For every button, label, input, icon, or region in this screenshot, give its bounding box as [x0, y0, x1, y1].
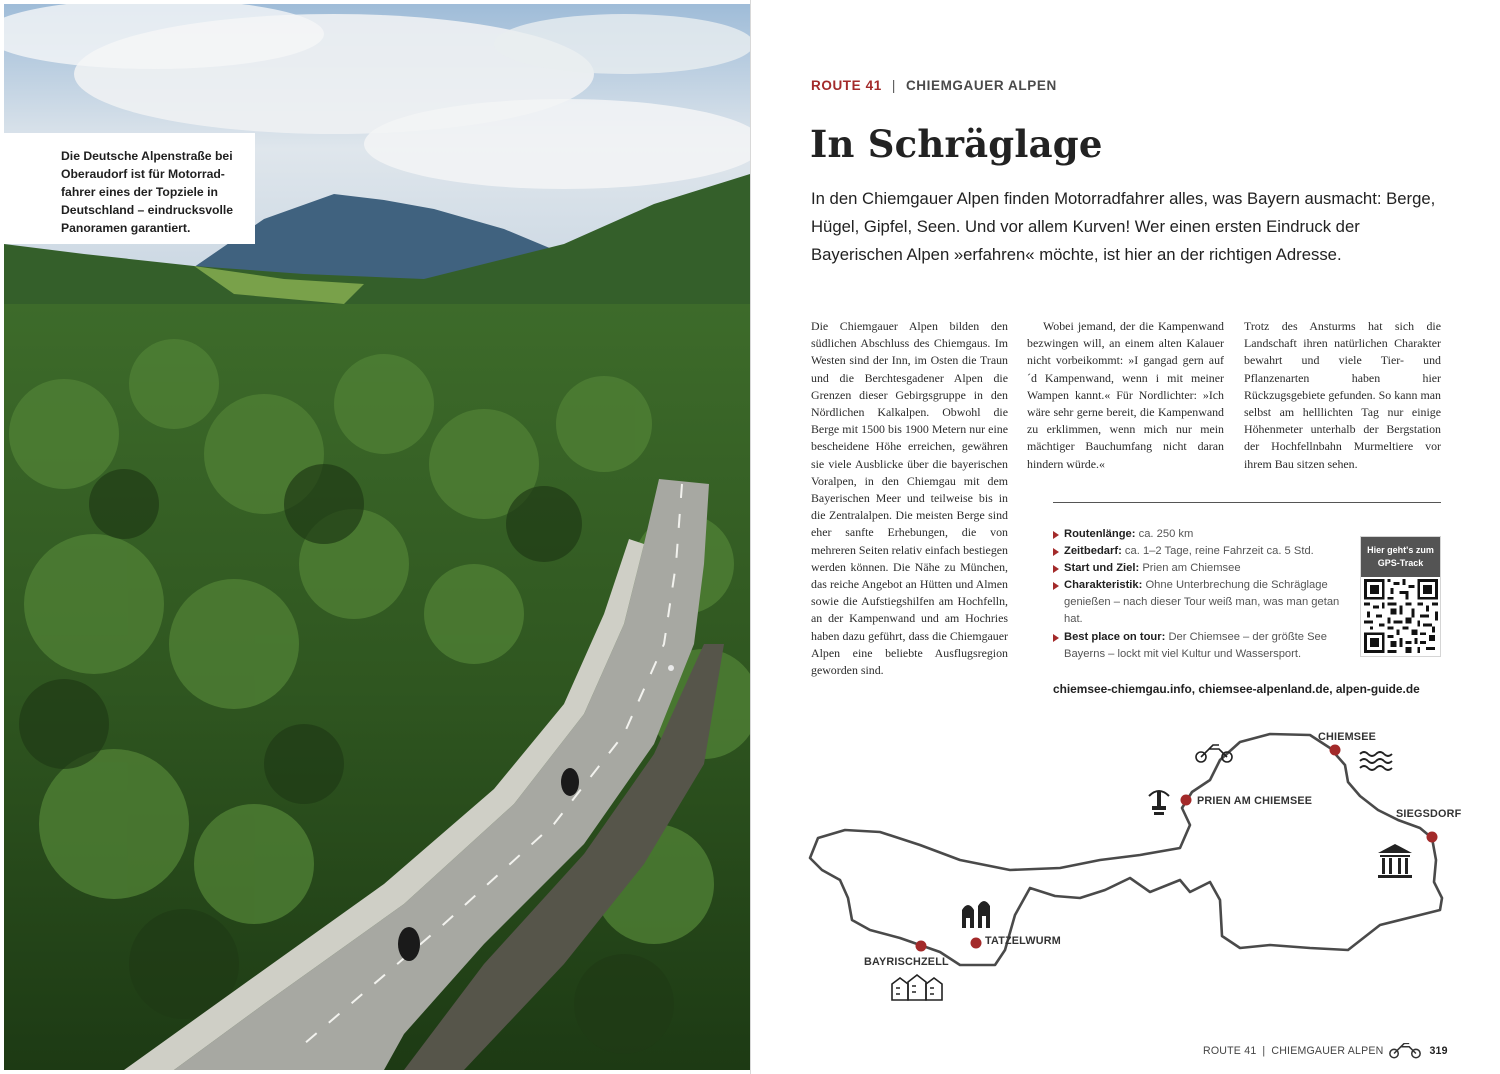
- page-gutter: [750, 0, 751, 1074]
- route-kicker: [811, 78, 1057, 93]
- route-map-outline: [800, 720, 1460, 1020]
- page-title: In Schräglage: [810, 122, 1103, 166]
- fact-item: Charakteristik: Ohne Unterbrechung die Schräglage genießen – nach dieser Tour weiß man, was man getan hat.: [1053, 577, 1353, 628]
- route-line: [810, 734, 1442, 965]
- fact-item: Zeitbedarf: ca. 1–2 Tage, reine Fahrzeit ca. 5 Std.: [1053, 543, 1353, 560]
- fact-item: Best place on tour: Der Chiemsee – der größte See Bayerns – lockt mit viel Kultur und Wassersport.: [1053, 629, 1353, 663]
- region-name: CHIEMGAUER ALPEN: [905, 78, 1057, 93]
- fact-item: Start und Ziel: Prien am Chiemsee: [1053, 560, 1353, 577]
- info-divider: [1053, 502, 1441, 503]
- footer-route: ROUTE 41: [1203, 1045, 1257, 1057]
- route-facts: [1053, 526, 1353, 663]
- footer-region: CHIEMGAUER ALPEN: [1271, 1045, 1384, 1057]
- marker-siegsdorf: [1427, 832, 1438, 843]
- qr-code-icon: [1364, 579, 1438, 653]
- label-chiemsee: CHIEMSEE: [1318, 731, 1376, 743]
- marker-tatzelwurm: [971, 938, 982, 949]
- page-number: 319: [1429, 1045, 1448, 1057]
- museum-icon: [1378, 844, 1412, 878]
- route-number: ROUTE 41: [811, 78, 882, 93]
- marker-bayrischzell: [916, 941, 927, 952]
- kicker-separator: |: [891, 78, 896, 93]
- label-siegsdorf: SIEGSDORF: [1396, 808, 1462, 820]
- fountain-icon: [1149, 791, 1169, 815]
- photo-caption: Die Deutsche Alpenstraße bei Oberaudorf ist für Motorrad-fahrer eines der Topziele in Deutschland – eindrucksvolle Panoramen garantiert.: [4, 133, 255, 244]
- footer-separator: |: [1262, 1045, 1266, 1057]
- label-prien: PRIEN AM CHIEMSEE: [1197, 795, 1313, 807]
- page-footer: [1203, 1043, 1448, 1059]
- marker-chiemsee: [1330, 745, 1341, 756]
- rock-formation-icon: [962, 901, 990, 928]
- label-bayrischzell: BAYRISCHZELL: [864, 956, 949, 968]
- web-links[interactable]: chiemsee-chiemgau.info, chiemsee-alpenland.de, alpen-guide.de: [1053, 682, 1420, 696]
- lake-waves-icon: [1360, 752, 1392, 770]
- motorcycle-icon: [1389, 1043, 1421, 1059]
- route-map: [800, 720, 1460, 1020]
- body-column-3: Trotz des Ansturms hat sich die Landschaft ihren natürlichen Charakter bewahrt und viele Tier- und Pflanzenarten haben hier Rückzugsgebiete gefunden. So kann man selbst am helllichten Tag nur einige Höhenmeter unterhalb der Bergstation der Hochfellnbahn Murmeltiere vor ihrem Bau sitzen sehen.: [1244, 319, 1441, 471]
- label-tatzelwurm: TATZELWURM: [985, 935, 1061, 947]
- fact-item: Routenlänge: ca. 250 km: [1053, 526, 1353, 543]
- body-column-2: Wobei jemand, der die Kampenwand bezwingen will, an einem alten Kalauer nicht vorbeikommt: »I gangad gern auf ´d Kampenwand, wenn i mit meiner Wampen kannt.« Für Nordlichter: »Ich wäre sehr gerne bereit, die Kampenwand zu erklimmen, wenn mich nur mein mächtiger Bauchumfang nicht daran hindern würde.«: [1027, 319, 1224, 471]
- village-houses-icon: [892, 975, 942, 1000]
- body-column-1: Die Chiemgauer Alpen bilden den südlichen Abschluss des Chiemgaus. Im Westen sind der Inn, im Osten die Traun und die Berchtesgadener Alpen die Grenzen dieser Gebirgsgruppe in den Nördlichen Kalkalpen. Obwohl die Berge mit 1500 bis 1900 Metern nur eine bescheidene Höhe erreichen, gewähren sie viele Ausblicke über die bayerischen Voralpen, in den Chiemgau mit dem Bayerischen Meer und teilweise bis in die Zentralalpen. Die meisten Berge sind eher sanfte Erhebungen, die von mehreren Seiten relativ einfach bestiegen werden können. Die Nähe zu München, das reiche Angebot an Hütten und Almen sowie die Aufstiegshilfen am Hochfelln, an der Kampenwand und am Hochries haben dazu geführt, dass die Chiemgauer Alpen eine beliebte Ausflugsregion geworden sind.: [811, 319, 1008, 678]
- marker-prien: [1181, 795, 1192, 806]
- lead-paragraph: In den Chiemgauer Alpen finden Motorradfahrer alles, was Bayern ausmacht: Berge, Hügel, Gipfel, Seen. Und vor allem Kurven! Wer einen ersten Eindruck der Bayerischen Alpen »erfahren« möchte, ist hier an der richtigen Adresse.: [811, 189, 1436, 264]
- qr-label: Hier geht's zum GPS-Track: [1361, 537, 1440, 577]
- gps-track-qr[interactable]: [1360, 536, 1441, 657]
